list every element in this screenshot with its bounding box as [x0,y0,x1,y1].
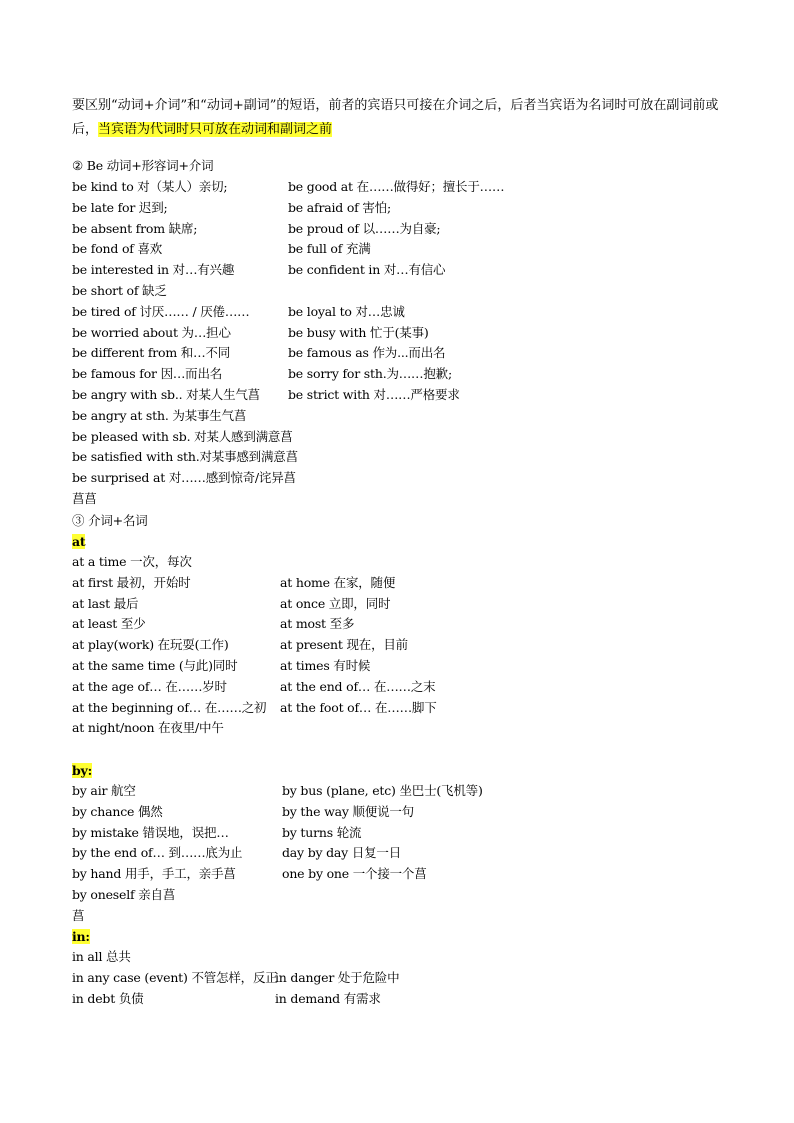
phrase-col1: at a time 一次，每次 [72,554,192,569]
phrase-col2: be loyal to 对…忠诚 [288,303,405,319]
phrase-col1: by air 航空 [72,783,136,798]
phrase-row [72,885,175,905]
phrase-col1: by chance 偶然 [72,803,163,819]
phrase-col1: be angry with sb.. 对某人生气菖 [72,387,260,402]
phrase-row [72,343,446,363]
phrase-col1: by the end of… 到……底为止 [72,845,243,861]
intro-highlighted-text: 当宾语为代词时只可放在动词和副词之前 [98,122,333,137]
phrase-row [72,947,131,967]
phrase-row [72,177,505,197]
phrase-row [72,906,84,926]
phrase-col2: be strict with 对……严格要求 [288,387,460,402]
intro-text: 要区别“动词+介词”和“动词+副词”的短语，前者的宾语只可接在介词之后，后者当宾语为名词时可放在副词前或后， [72,98,719,137]
phrase-row [72,823,362,843]
phrase-col1: at the same time (与此)同时 [72,658,238,673]
phrase-col2: be confident in 对…有信心 [288,262,446,278]
phrase-col2: in danger 处于危险中 [275,969,400,985]
phrase-col2: at present 现在，目前 [280,637,408,653]
phrase-row [72,489,97,509]
phrase-col1: be absent from 缺席; [72,220,198,236]
section-heading-be-adj-prep: ② Be 动词+形容词+介词 [72,158,214,173]
phrase-col1: in debt 负债 [72,990,144,1006]
phrase-col2: at the foot of… 在……脚下 [280,699,437,715]
phrase-row [72,635,408,655]
phrase-col2: be busy with 忙于(某事) [288,324,429,340]
phrase-col2: at once 立即，同时 [280,595,391,611]
phrase-row [72,302,405,322]
phrase-col1: at play(work) 在玩耍(工作) [72,637,229,653]
phrase-row [72,698,437,718]
phrase-col2: at most 至多 [280,616,355,632]
phrase-col1: 菖 [72,907,85,923]
phrase-col1: be famous for 因…而出名 [72,366,223,382]
phrase-row [72,718,224,738]
phrase-col2: at the end of… 在……之末 [280,678,436,694]
phrase-col2: be full of 充满 [288,241,371,257]
phrase-col1: by mistake 错误地，误把… [72,824,229,840]
phrase-row [72,781,483,801]
phrase-row [72,281,167,301]
phrase-col2: be proud of 以……为自豪; [288,220,441,236]
at-label: at [72,534,86,549]
phrase-col1: be pleased with sb. 对某人感到满意菖 [72,428,293,444]
phrase-col2: be sorry for sth.为……抱歉; [288,366,452,382]
phrase-row [72,677,436,697]
phrase-col1: by oneself 亲自菖 [72,887,176,902]
phrase-col1: at night/noon 在夜里/中午 [72,720,224,736]
phrase-row [72,323,429,343]
phrase-col1: be different from 和…不同 [72,345,230,361]
phrase-row [72,219,441,239]
phrase-col2: by the way 顺便说一句 [282,803,414,819]
in-label: in: [72,929,90,944]
by-label: by: [72,763,93,778]
phrase-col2: be good at 在……做得好；擅长于…… [288,179,505,194]
phrase-col1: at first 最初，开始时 [72,574,191,590]
phrase-col1: be surprised at 对……感到惊奇/诧异菖 [72,470,296,486]
phrase-col1: be interested in 对…有兴趣 [72,262,235,278]
phrase-col1: be short of 缺乏 [72,283,167,298]
phrase-row [72,989,381,1009]
phrase-col2: in demand 有需求 [275,990,381,1006]
phrase-row [72,802,414,822]
phrase-col2: be afraid of 害怕; [288,199,391,215]
phrase-row [72,594,391,614]
phrase-col1: by hand 用手，手工，亲手菖 [72,866,236,882]
phrase-col1: at the beginning of… 在……之初 [72,699,267,715]
phrase-row [72,385,460,405]
phrase-row [72,864,427,884]
phrase-col1: in any case (event) 不管怎样，反正 [72,969,278,985]
phrase-col1: be angry at sth. 为某事生气菖 [72,407,247,423]
phrase-row [72,198,391,218]
phrase-row [72,614,355,634]
phrase-row [72,406,246,426]
phrase-col1: be kind to 对（某人）亲切; [72,179,228,194]
phrase-row [72,552,192,572]
phrase-col2: one by one 一个接一个菖 [282,866,427,882]
phrase-row [72,573,396,593]
phrase-row [72,968,400,988]
phrase-col2: at times 有时候 [280,658,371,673]
phrase-col2: be famous as 作为...而出名 [288,345,446,361]
phrase-row [72,843,402,863]
phrase-col1: be fond of 喜欢 [72,241,163,257]
phrase-col1: be worried about 为…担心 [72,324,231,340]
phrase-row [72,239,371,259]
phrase-col2: day by day 日复一日 [282,845,402,861]
phrase-col2: by bus (plane, etc) 坐巴士(飞机等) [282,783,483,798]
phrase-col1: be tired of 讨厌…… / 厌倦…… [72,303,250,319]
phrase-col1: at least 至少 [72,616,146,632]
phrase-row [72,427,293,447]
phrase-col1: at last 最后 [72,595,139,611]
phrase-row [72,468,296,488]
phrase-row [72,260,446,280]
phrase-col1: in all 总共 [72,949,131,964]
intro-paragraph [72,94,732,142]
phrase-col2: by turns 轮流 [282,824,362,840]
phrase-col1: be satisfied with sth.对某事感到满意菖 [72,449,298,465]
phrase-row [72,447,298,467]
phrase-col1: 菖菖 [72,491,97,506]
phrase-col1: at the age of… 在……岁时 [72,678,227,694]
phrase-row [72,364,452,384]
phrase-col2: at home 在家，随便 [280,574,396,590]
phrase-col1: be late for 迟到; [72,199,168,215]
phrase-row [72,656,371,676]
section-heading-prep-noun: ③ 介词+名词 [72,513,148,528]
